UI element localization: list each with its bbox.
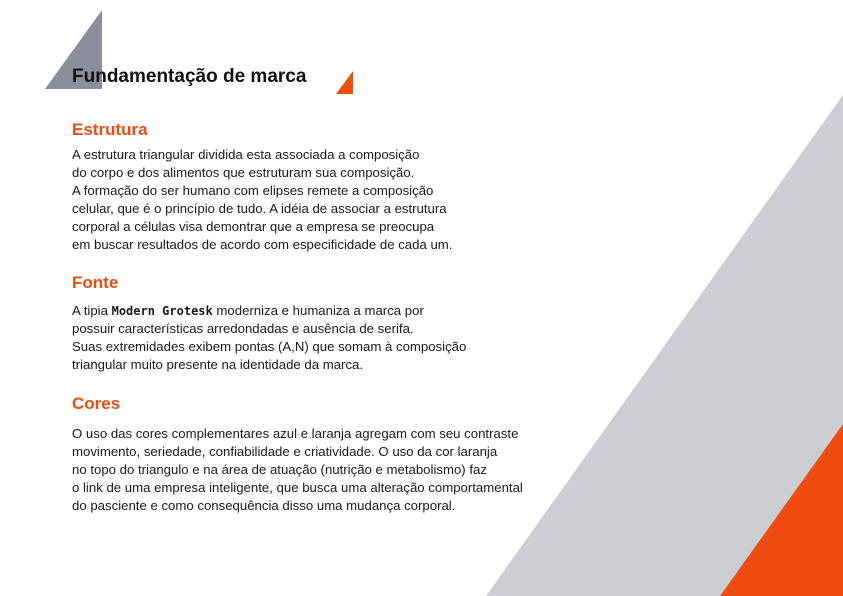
text-fragment: moderniza e humaniza a marca por: [212, 303, 424, 318]
text-line: O uso das cores complementares azul e laranja agregam com seu contraste: [72, 426, 519, 441]
title-orange-triangle: [336, 71, 353, 94]
text-line: em buscar resultados de acordo com especificidade de cada um.: [72, 237, 453, 252]
paragraph-estrutura: [72, 146, 452, 254]
text-line: o link de uma empresa inteligente, que busca uma alteração comportamental: [72, 480, 523, 495]
text-line: celular, que é o princípio de tudo. A idéia de associar a estrutura: [72, 201, 447, 216]
text-line: corporal a células visa demontrar que a empresa se preocupa: [72, 219, 435, 234]
text-line: triangular muito presente na identidade da marca.: [72, 357, 364, 372]
section-heading-estrutura: Estrutura: [72, 120, 148, 139]
text-line: A formação do ser humano com elipses remete a composição: [72, 183, 434, 198]
text-line: do pasciente e como consequência disso uma mudança corporal.: [72, 498, 456, 513]
text-fragment: A tipia: [72, 303, 112, 318]
text-line: do corpo e dos alimentos que estruturam sua composição.: [72, 165, 415, 180]
section-heading-fonte: Fonte: [72, 273, 119, 292]
text-line: movimento, seriedade, confiabilidade e criatividade. O uso da cor laranja: [72, 444, 498, 459]
font-name: Modern Grotesk: [111, 304, 213, 318]
text-line: possuir características arredondadas e ausência de serifa.: [72, 321, 414, 336]
section-heading-cores: Cores: [72, 394, 121, 413]
paragraph-fonte: [72, 302, 466, 374]
text-line: Suas extremidades exibem pontas (A,N) que somam à composição: [72, 339, 467, 354]
text-line: no topo do triangulo e na área de atuação (nutrição e metabolismo) faz: [72, 462, 487, 477]
text-line: A estrutura triangular dividida esta associada a composição: [72, 147, 420, 162]
paragraph-cores: [72, 425, 523, 515]
text-line: [72, 302, 466, 320]
page-title: Fundamentação de marca: [72, 66, 307, 87]
